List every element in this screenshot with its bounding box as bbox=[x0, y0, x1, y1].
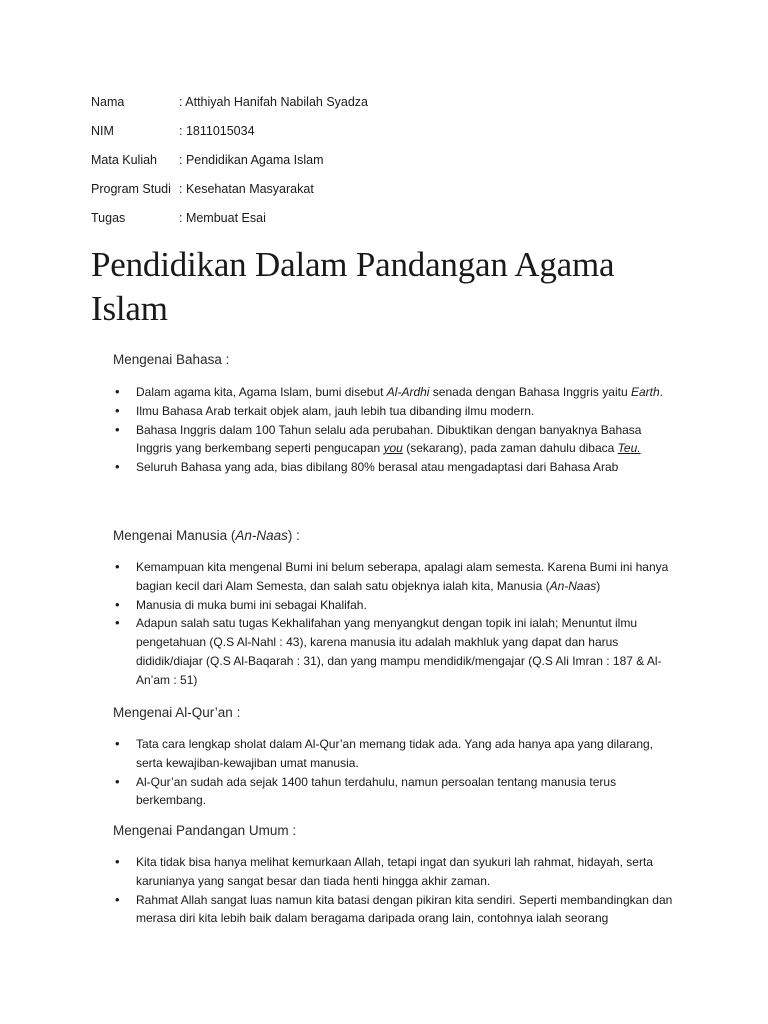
list-manusia bbox=[113, 558, 673, 690]
info-row-mata-kuliah bbox=[91, 153, 368, 182]
document-title: Pendidikan Dalam Pandangan Agama Islam bbox=[91, 245, 615, 328]
list-item: • Adapun salah satu tugas Kekhalifahan yang menyangkut dengan topik ini ialah; Menuntut ilmu pengetahuan (Q.S Al-Nahl : 43), karena manusia itu adalah makhluk yang dapat dan harus dididik/diajar (Q.S Al-Baqarah : 31), dan yang mampu mendidik/mengajar (Q.S Ali Imran : 187 & Al-An’am : 51) bbox=[113, 614, 673, 689]
list-item: • Tata cara lengkap sholat dalam Al-Qur’an memang tidak ada. Yang ada hanya apa yang dilarang, serta kewajiban-kewajiban umat manusia. bbox=[113, 735, 673, 773]
list-item: • Bahasa Inggris dalam 100 Tahun selalu ada perubahan. Dibuktikan dengan banyaknya Bahasa Inggris yang berkembang seperti pengucapan you (sekarang), pada zaman dahulu dibaca Teu. bbox=[113, 421, 673, 459]
list-item: • Dalam agama kita, Agama Islam, bumi disebut Al-Ardhi senada dengan Bahasa Inggris yaitu Earth. bbox=[113, 383, 673, 402]
list-item: • Manusia di muka bumi ini sebagai Khalifah. bbox=[113, 596, 673, 615]
section-heading-bahasa: Mengenai Bahasa : bbox=[113, 352, 230, 367]
section-heading-pandangan-umum: Mengenai Pandangan Umum : bbox=[113, 823, 297, 838]
info-row-nim bbox=[91, 124, 368, 153]
info-key: NIM bbox=[91, 124, 114, 138]
list-pandangan-umum bbox=[113, 853, 673, 928]
info-value: : Membuat Esai bbox=[179, 211, 266, 225]
identity-block bbox=[91, 95, 368, 240]
list-item: • Rahmat Allah sangat luas namun kita batasi dengan pikiran kita sendiri. Seperti membandingkan dan merasa diri kita lebih baik dalam beragama daripada orang lain, contohnya ialah seorang bbox=[113, 891, 673, 929]
info-row-nama bbox=[91, 95, 368, 124]
info-key: Program Studi bbox=[91, 182, 171, 196]
info-row-tugas bbox=[91, 211, 368, 240]
list-item: • Al-Qur’an sudah ada sejak 1400 tahun terdahulu, namun persoalan tentang manusia terus berkembang. bbox=[113, 773, 673, 811]
list-alquran bbox=[113, 735, 673, 810]
info-key: Tugas bbox=[91, 211, 126, 225]
list-item: • Ilmu Bahasa Arab terkait objek alam, jauh lebih tua dibanding ilmu modern. bbox=[113, 402, 673, 421]
info-key: Mata Kuliah bbox=[91, 153, 158, 167]
info-value: : Kesehatan Masyarakat bbox=[179, 182, 314, 196]
list-item: • Kemampuan kita mengenal Bumi ini belum seberapa, apalagi alam semesta. Karena Bumi ini hanya bagian kecil dari Alam Semesta, dan salah satu objeknya ialah kita, Manusia (An-Naas) bbox=[113, 558, 673, 596]
info-value: : Atthiyah Hanifah Nabilah Syadza bbox=[179, 95, 369, 109]
info-value: : 1811015034 bbox=[179, 124, 255, 138]
info-key: Nama bbox=[91, 95, 125, 109]
list-item: • Seluruh Bahasa yang ada, bias dibilang 80% berasal atau mengadaptasi dari Bahasa Arab bbox=[113, 458, 673, 477]
list-bahasa bbox=[113, 383, 673, 477]
info-value: : Pendidikan Agama Islam bbox=[179, 153, 324, 167]
info-row-program-studi bbox=[91, 182, 368, 211]
list-item: • Kita tidak bisa hanya melihat kemurkaan Allah, tetapi ingat dan syukuri lah rahmat, hidayah, serta karunianya yang sangat besar dan tiada henti hingga akhir zaman. bbox=[113, 853, 673, 891]
section-heading-alquran: Mengenai Al-Qur’an : bbox=[113, 705, 241, 720]
section-heading-manusia: Mengenai Manusia (An-Naas) : bbox=[113, 528, 300, 543]
